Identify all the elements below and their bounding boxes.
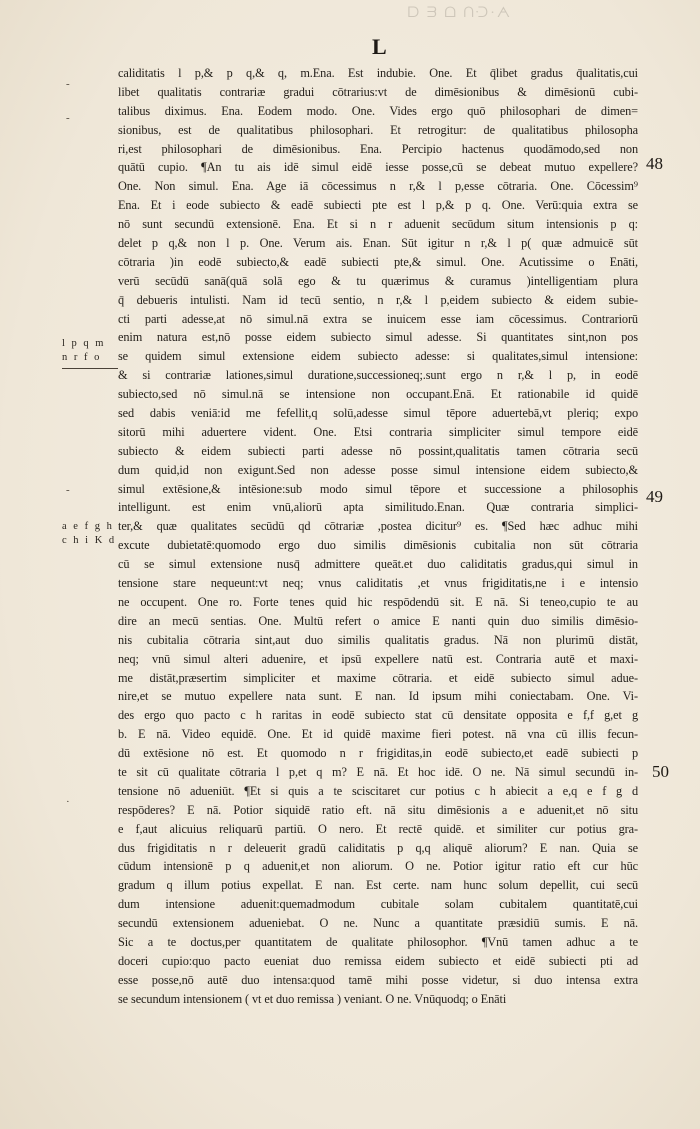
text-line: subiecto,sed nō simul.nā se intensione non occupant.Enā. Et rationabile id quidē: [118, 387, 638, 402]
text-line: sionibus, est de qualitatibus philosophari. Et retrogitur: de qualitatibus philosopha: [118, 122, 638, 137]
margin-rule: [62, 368, 118, 369]
margin-tick: ·: [66, 796, 70, 808]
text-line: secundū extensionem adueniebat. O ne. Nunc a quantitate præsidiū sumis. E nā.: [118, 916, 638, 931]
text-line: enim natura est,nō posse eidem subiecto simul adesse. Si quantitates sint,non pos: [118, 330, 638, 345]
text-line: talibus diximus. Ena. Eodem modo. One. Vides ergo quō philosophari de dimen=: [118, 103, 638, 118]
text-line: simul extēsione,& intēsione:sub modo simul tēpore et successione a philosophis: [118, 481, 638, 496]
text-line: Sic a te doctus,per quantitatem de qualitate philosophor. ¶Vnū tamen adhuc a te: [118, 934, 638, 949]
text-line: dū extēsione nō est. Et quomodo n r frigiditas,in eodē subiecto,et eadē subiecti p: [118, 746, 638, 761]
text-line: caliditatis l p,& p q,& q, m.Ena. Est indubie. One. Et q̄libet gradus q̄ualitatis,cui: [118, 66, 638, 80]
text-line: doceri cupio:quo pacto eueniat duo remissa eidem subiecto et eidē subiecti pti ad: [118, 953, 638, 968]
bleed-through-header: ᗅ·ᑢᑎ ᗝ ᗴ ᗡ: [405, 6, 510, 21]
text-line: se secundum intensionem ( vt et duo remissa ) veniant. O ne. Vnūquodq; o Enāti: [118, 991, 507, 1006]
margin-tick: -: [66, 112, 70, 124]
margin-tick: -: [66, 78, 70, 90]
text-line: delet p q,& non l p. One. Verum ais. Enan. Sūt igitur n r,& l p( quæ admuicē sūt: [118, 236, 638, 251]
text-line: esse posse,nō autē duo intensa:quod tamē mihi posse videtur, si duo intensa extra: [118, 972, 638, 987]
text-line: ne occupent. One ro. Forte tenes quid hic respōdendū sit. E nā. Si teneo,cupio te au: [118, 594, 638, 609]
margin-note-letters-2b: c h i K d: [62, 535, 117, 546]
text-line: ri,est philosophari de dimēsionibus. Ena. Percipio hactenus quodāmodo,sed non: [118, 141, 638, 156]
section-number-48: 48: [646, 154, 663, 173]
text-line: Ena. Et i eode subiecto & eadē subiecti pte est l p,& p q. One. Verū:quia extra se: [118, 198, 638, 213]
section-number-50: 50: [652, 762, 669, 781]
margin-note-letters-1a: l p q m: [62, 338, 106, 349]
text-line: dum intensione aduenit:quemadmodum cubitale solam cubitalem quantitatē,cui: [118, 897, 638, 912]
text-line: des ergo quo pacto c h raritas in eodē subiecto stat cū densitate opposita e f,f g,et g: [118, 708, 638, 723]
text-line: subiecto & eidem subiecti parti adesse nō possint,qualitatis tamen cōtraria secū: [118, 443, 638, 458]
text-line: gradum q illum potius expellat. E nan. Est certe. nam hunc solum depellit, cui secū: [118, 878, 638, 893]
text-line: tensione nō adueniūt. ¶Et si quis a te sciscitaret cur potius c h abiecit a e,q e f g d: [118, 783, 638, 798]
text-line: intelligunt. est enim vnū,aliorū apta similitudo.Enan. Quæ contraria simplici-: [118, 500, 638, 515]
text-line: q̄ debueris intulisti. Nam id tecū sentio, n r,& l p,eidem subiecto & eidem subie-: [118, 292, 638, 307]
margin-tick: -: [66, 484, 70, 496]
text-line: respōderes? E nā. Potior siquidē ratio eft. nā situ dimēsionis a e aduenit,et nō situ: [118, 802, 638, 817]
margin-note-letters-1b: n r f o: [62, 352, 102, 363]
text-line: ter,& quæ qualitates secūdū qd cōtrariæ ,postea dicitur⁹ es. ¶Sed hæc adhuc mihi: [118, 519, 638, 534]
text-line: dire an mecū sentias. One. Multū refert o amice E nanti quin duo similis dimēsio-: [118, 613, 638, 628]
section-number-49: 49: [646, 487, 663, 506]
text-line: nō sunt secundū extensionē. Ena. Et si n r aduenit secūdum situm intensionis p q:: [118, 217, 638, 232]
text-line: cōtraria )in eodē subiecto,& eadē subiecti pte,& simul. One. Acutissime o Enāti,: [118, 254, 638, 269]
text-line: One. Non simul. Ena. Age iā cōcessimus n r,& l p,esse cōtraria. One. Cōcessim⁹: [118, 179, 638, 194]
text-line: dum quid,id non exigunt.Sed non adesse posse simul intensione eidem subiecto,&: [118, 462, 638, 477]
text-line: & si contrariæ lationes,simul duratione,successioneq;.sunt ergo n r,& l p, in eodē: [118, 368, 638, 383]
text-line: se quidem simul extensione eidem subiecto adesse: si qualitates,simul intensione:: [118, 349, 638, 364]
margin-note-letters-2a: a e f g h: [62, 521, 114, 532]
text-line: nis cubitalia cōtraria sint,aut duo similis qualitatis gradus. Nā non plurimū distāt,: [118, 632, 638, 647]
text-line: b. E nā. Video equidē. One. Et id quidē maxime fieri potest. nā vna cū illis fecun-: [118, 727, 638, 742]
text-line: sed dabis veniā:id me fefellit,q solū,adesse simul tēpore aduertebā,vt pleriq; expo: [118, 406, 638, 421]
text-line: te sit cū qualitate cōtraria l p,et q m? E nā. Et hoc idē. O ne. Nā simul secundū in-: [118, 764, 638, 779]
text-line: quātū cupio. ¶An tu ais idē simul eidē iesse posse,cū se debeat mutuo expellere?: [118, 160, 638, 175]
text-line: tensione stare nequeunt:vt neq; vnus caliditatis ,et vnus frigiditatis,ne i e intensio: [118, 576, 638, 591]
text-line: libet qualitatis contrariæ gradui cōtrarius:vt de dimēsionibus & dimēsionū cubi-: [118, 84, 638, 99]
text-line: cti parti adesse,at nō simul.nā extra se inuicem esse iam cōcessimus. Contrariorū: [118, 311, 638, 326]
text-line: verū secūdū sanā(quā solā ego & tu quærimus & curamus )intelligentiam plura: [118, 273, 638, 288]
text-line: dus frigiditatis n r deleuerit gradū caliditatis p q,q aliquē aliorum? E nan. Quia se: [118, 840, 638, 855]
text-line: e f,aut alicuius reliquarū partiū. O nero. Et rectē quidē. et similiter cur potius gra-: [118, 821, 638, 836]
folio-letter: L: [372, 34, 387, 59]
text-line: excute dubietatē:quomodo ergo duo similis dimēsionis cubitalia non sūt cōtraria: [118, 538, 638, 553]
text-line: neq; vnū simul alteri aduenire, et ipsū expellere natū est. Contraria autē et maxi-: [118, 651, 638, 666]
text-line: me distāt,præsertim simpliciter et maxime cōtraria. et eidē subiecto simul adue-: [118, 670, 638, 685]
text-line: cūdum intensionē p q aduenit,et non aliorum. O ne. Potior igitur ratio eft cur hūc: [118, 859, 638, 874]
text-line: sitorū mihi aduertere vident. One. Etsi contraria simpliciter simul tempore eidē: [118, 424, 638, 439]
main-text-block: [118, 64, 638, 1009]
text-line: nire,et se mutuo expellere nata sunt. E nan. Id ipsum mihi coniectabam. One. Vi-: [118, 689, 638, 704]
text-line: cū se simul extensione nusq̄ admittere queāt.et duo caliditatis gradus,qui simul in: [118, 557, 638, 572]
